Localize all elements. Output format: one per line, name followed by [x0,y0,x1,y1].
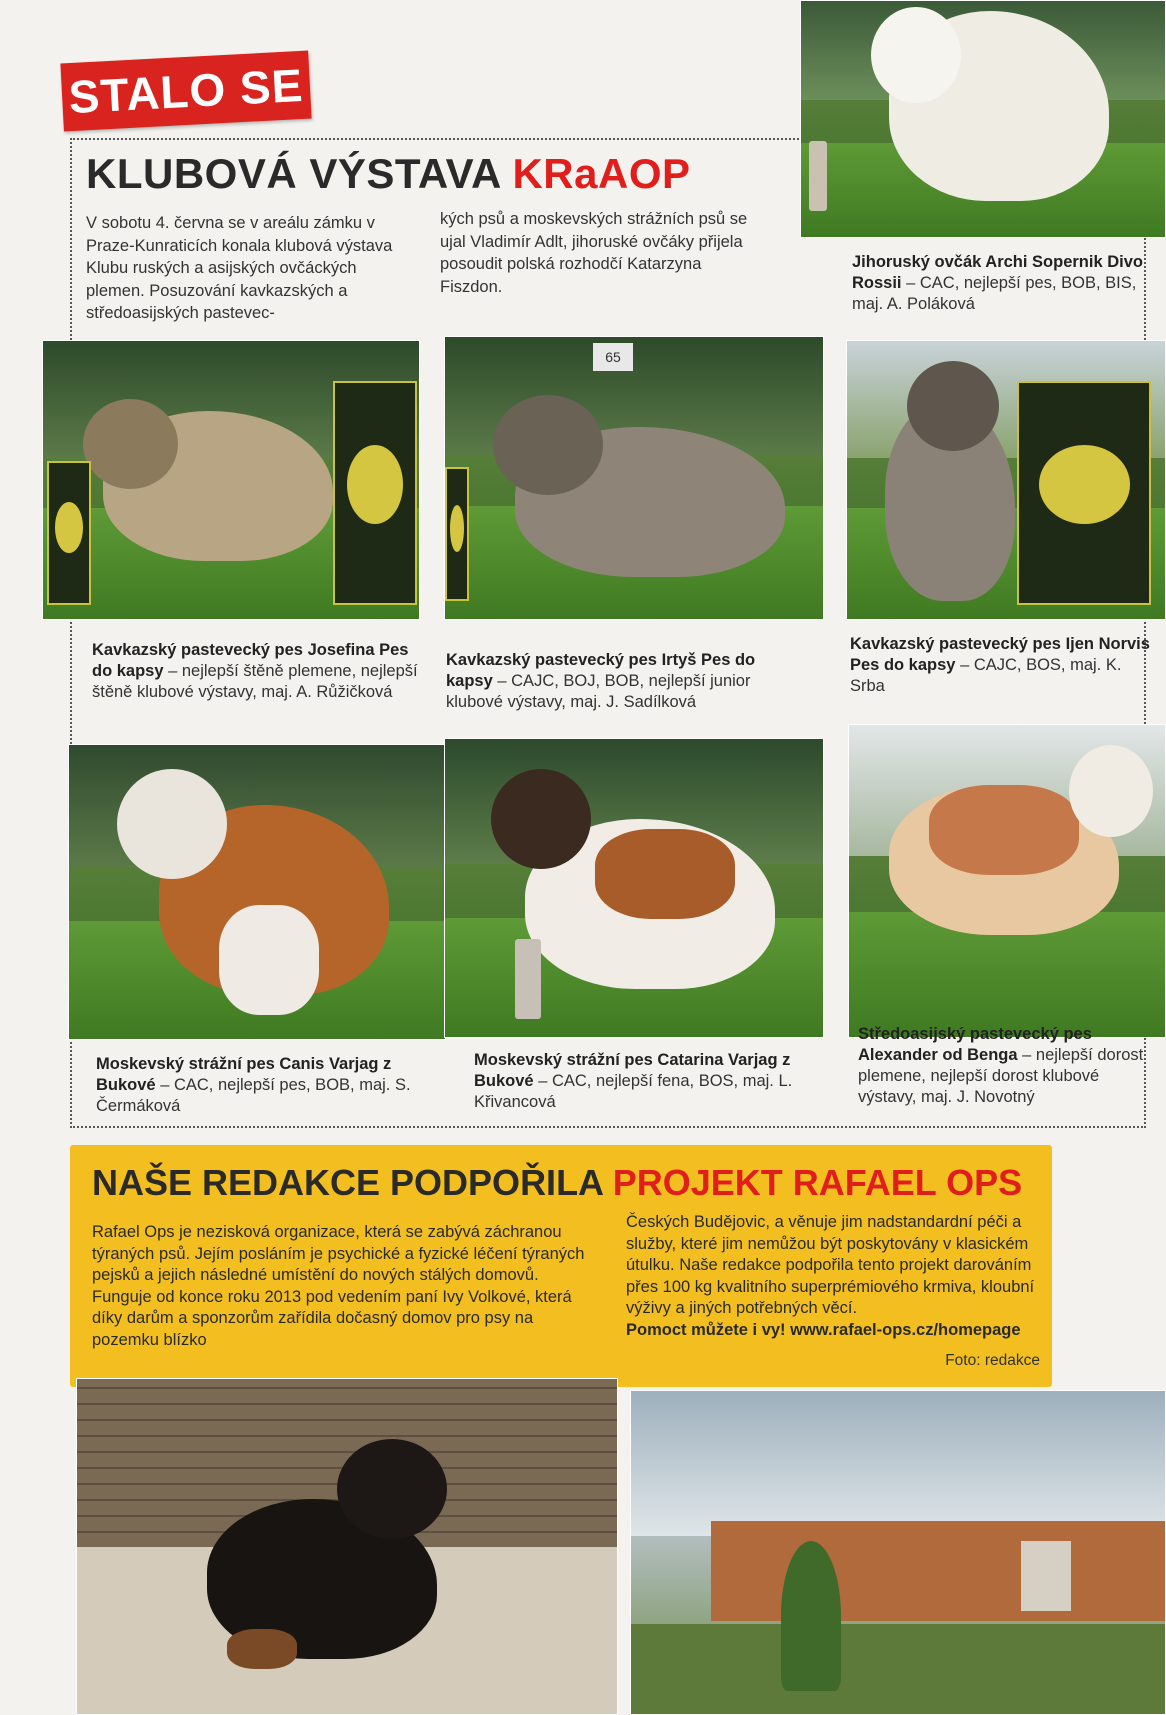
section-tag: STALO SE [60,51,311,132]
photo-josefina [42,340,420,620]
headline-accent: KRaAOP [512,150,691,197]
rafael-col-1: Rafael Ops je nezisková organizace, která se zabývá záchranou týraných psů. Jejím posláním je psychické a fyzické léčení týraných pejsků a jejich následné umístění do nových stálých domovů. Funguje od konce roku 2013 pod vedením paní Ivy Volkové, která díky darům a sponzorům zařídila dočasný domov pro psy na pozemku blízko [92,1223,585,1349]
headline-main: KLUBOVÁ VÝSTAVA [86,150,513,197]
caption-josefina: Kavkazský pastevecký pes Josefina Pes do kapsy – nejlepší štěně plemene, nejlepší štěně klubové výstavy, maj. A. Růžičková [92,641,418,701]
caption-alexander: Středoasijský pastevecký pes Alexander od Benga – nejlepší dorost plemene, nejlepší dorost klubové výstavy, maj. J. Novotný [858,1025,1144,1106]
rafael-cta: Pomoct můžete i vy! www.rafael-ops.cz/homepage [626,1320,1021,1339]
rafael-col-2: Českých Budějovic, a věnuje jim nadstandardní péči a služby, které jim nemůžou být poskytovány v klasickém útulku. Naše redakce podpořila tento projekt darováním přes 100 kg kvalitního superprémiového krmiva, kloubní výživy a jiných potřebných věcí. Pomoct můžete i vy! www.rafael-ops.cz/homepage [626,1213,1035,1339]
photo-credit: Foto: redakce [945,1352,1040,1369]
rafael-headline: NAŠE REDAKCE PODPOŘILA PROJEKT RAFAEL OPS [92,1162,1023,1203]
caption-archi: Jihoruský ovčák Archi Sopernik Divo Rossii – CAC, nejlepší pes, BOB, BIS, maj. A. Poláková [852,253,1143,313]
photo-alexander [848,724,1166,1038]
intro-col-2: kých psů a moskevských strážních psů se ujal Vladimír Adlt, jihoruské ovčáky přijela posoudit polská rozhodčí Katarzyna Fiszdon. [440,210,748,296]
photo-archi [800,0,1166,238]
photo-kennels [630,1390,1166,1715]
caption-irtys: Kavkazský pastevecký pes Irtyš Pes do kapsy – CAJC, BOJ, BOB, nejlepší junior klubové výstavy, maj. J. Sadílková [446,651,756,711]
photo-rottweiler [76,1378,618,1715]
caption-canis: Moskevský strážní pes Canis Varjag z Bukové – CAC, nejlepší pes, BOB, maj. S. Čermáková [96,1055,411,1115]
bib-number: 65 [593,343,633,371]
article-headline [86,150,691,198]
photo-canis [68,744,446,1040]
intro-col-1: V sobotu 4. června se v areálu zámku v Praze-Kunraticích konala klubová výstava Klubu ruských a asijských ovčáckých plemen. Posuzování kavkazských a středoasijských pastevec- [86,214,393,322]
photo-ljen [846,340,1166,620]
photo-catarina [444,738,824,1038]
photo-irtys [444,336,824,620]
caption-ljen: Kavkazský pastevecký pes Ijen Norvis Pes do kapsy – CAJC, BOS, maj. K. Srba [850,635,1150,695]
caption-catarina: Moskevský strážní pes Catarina Varjag z Bukové – CAC, nejlepší fena, BOS, maj. L. Křivancová [474,1051,793,1111]
